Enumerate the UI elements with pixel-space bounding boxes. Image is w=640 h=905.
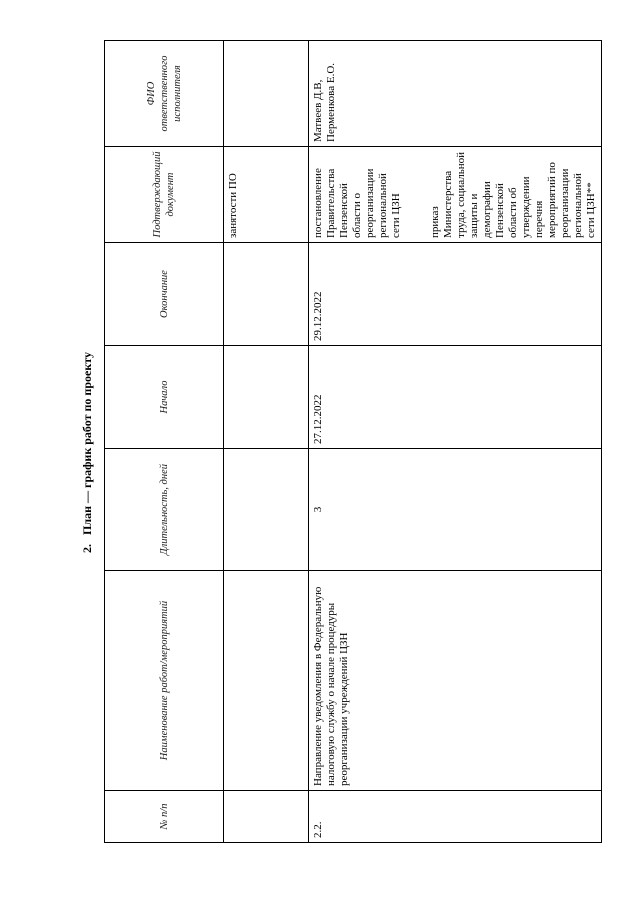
header-num: № п/п — [105, 791, 224, 843]
work-schedule-table — [104, 40, 602, 843]
table-header-row — [105, 41, 224, 843]
header-duration: Длительность, дней — [105, 449, 224, 571]
header-name: Наименование работ/мероприятий — [105, 571, 224, 791]
cell-end — [224, 243, 309, 346]
header-end: Окончание — [105, 243, 224, 346]
cell-doc — [309, 147, 602, 243]
cell-duration: 3 — [309, 449, 602, 571]
cell-start — [224, 346, 309, 449]
doc-part-2: приказ Министерства труда, социальной защиты и демографии Пензенской области об утверждении перечня мероприятий по реорганизации региональной сети ЦЗН** — [429, 152, 597, 238]
header-responsible: ФИО ответственного исполнителя — [105, 41, 224, 147]
table-row — [309, 41, 602, 843]
cell-name — [224, 571, 309, 791]
section-title: 2. План — график работ по проекту — [80, 352, 94, 553]
cell-start: 27.12.2022 — [309, 346, 602, 449]
cell-end: 29.12.2022 — [309, 243, 602, 346]
cell-name: Направление уведомления в Федеральную налоговую службу о начале процедуры реорганизации учреждений ЦЗН — [309, 571, 602, 791]
table-row — [224, 41, 309, 843]
cell-num: 2.2. — [309, 791, 602, 843]
doc-part-1: постановление Правительства Пензенской области о реорганизации региональной сети ЦЗН — [312, 168, 402, 238]
header-doc: Подтверждающий документ — [105, 147, 224, 243]
cell-duration — [224, 449, 309, 571]
doc-gap — [403, 151, 429, 238]
cell-doc: занятости ПО — [224, 147, 309, 243]
cell-num — [224, 791, 309, 843]
header-start: Начало — [105, 346, 224, 449]
cell-responsible — [224, 41, 309, 147]
cell-responsible: Матвеев Д.В, Перменкова Е.О. — [309, 41, 602, 147]
